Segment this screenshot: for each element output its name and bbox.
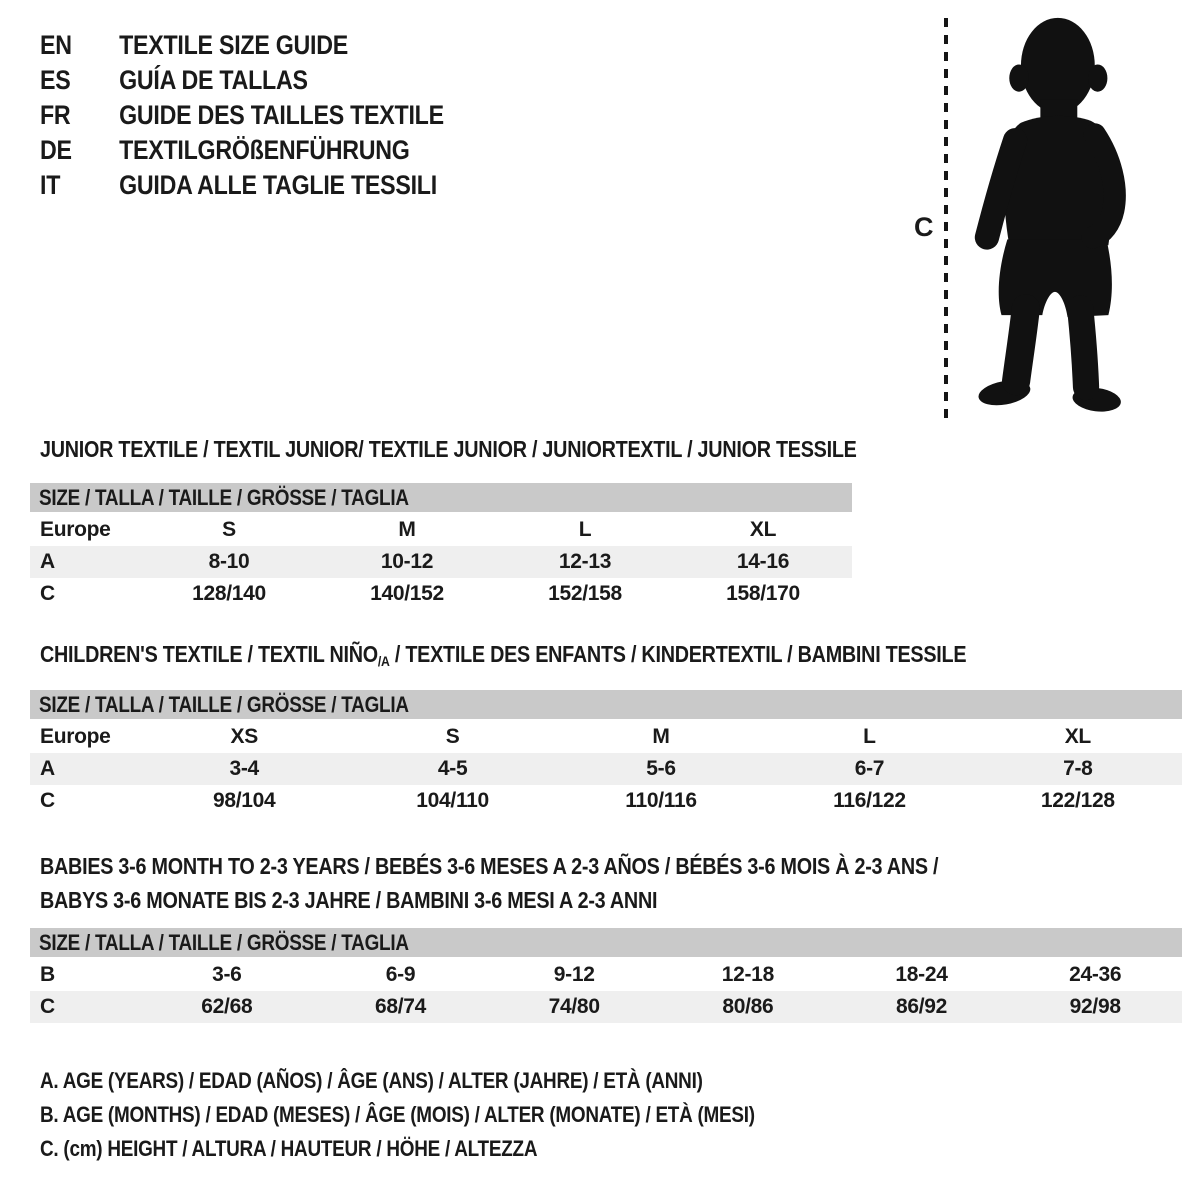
size-cell: S [222, 518, 236, 541]
row-label: C [40, 582, 55, 605]
size-cell: 140/152 [370, 582, 444, 605]
table-row [30, 514, 852, 546]
row-label: B [40, 963, 55, 986]
row-label: A [40, 757, 55, 780]
table-row [30, 578, 852, 610]
children-size-table [30, 690, 1182, 817]
children-title-pre: CHILDREN'S TEXTILE / TEXTIL NIÑO [40, 641, 378, 667]
size-header-label: SIZE / TALLA / TAILLE / GRÖSSE / TAGLIA [39, 484, 409, 510]
size-header-label: SIZE / TALLA / TAILLE / GRÖSSE / TAGLIA [39, 929, 409, 955]
size-cell: S [445, 725, 460, 748]
children-title-sub: /A [377, 653, 390, 670]
size-cell: 110/116 [625, 789, 697, 812]
language-code: EN [40, 30, 72, 60]
size-cell: 158/170 [726, 582, 800, 605]
row-label: C [40, 995, 55, 1018]
size-cell: 6-9 [385, 963, 416, 986]
language-code: ES [40, 65, 71, 95]
size-cell: 122/128 [1040, 789, 1115, 812]
language-title: GUIDE DES TAILLES TEXTILE [119, 100, 444, 130]
language-title: GUÍA DE TALLAS [119, 65, 308, 95]
size-cell: 128/140 [192, 582, 266, 605]
babies-section-title [40, 849, 1085, 917]
size-cell: 3-4 [229, 757, 259, 780]
size-cell: 8-10 [208, 550, 250, 573]
table-row [30, 991, 1182, 1023]
size-header-label: SIZE / TALLA / TAILLE / GRÖSSE / TAGLIA [39, 691, 409, 717]
note-height-cm: C. (cm) HEIGHT / ALTURA / HAUTEUR / HÖHE / ALTEZZA [40, 1136, 538, 1161]
size-cell: 92/98 [1069, 995, 1121, 1018]
size-cell: 24-36 [1069, 963, 1122, 986]
size-cell: 14-16 [736, 550, 790, 573]
children-table-header [30, 690, 1182, 719]
language-title: GUIDA ALLE TAGLIE TESSILI [119, 170, 437, 200]
babies-title-line-2: BABYS 3-6 MONATE BIS 2-3 JAHRE / BAMBINI 3-6 MESI A 2-3 ANNI [40, 887, 658, 913]
row-label: C [40, 789, 55, 812]
size-cell: L [863, 725, 876, 748]
size-cell: XL [749, 518, 777, 541]
language-title: TEXTILGRÖßENFÜHRUNG [119, 135, 410, 165]
size-cell: 80/86 [722, 995, 774, 1018]
height-measure-label: C [914, 212, 934, 242]
babies-size-table [30, 928, 1182, 1023]
size-cell: 116/122 [833, 789, 906, 812]
size-cell: 9-12 [553, 963, 595, 986]
row-label: Europe [40, 518, 111, 541]
size-cell: 10-12 [380, 550, 434, 573]
junior-size-table [30, 483, 852, 610]
junior-table-header [30, 483, 852, 512]
table-row [30, 753, 1182, 785]
babies-table-header [30, 928, 1182, 957]
size-cell: 62/68 [201, 995, 253, 1018]
row-label: A [40, 550, 55, 573]
row-label: Europe [40, 725, 111, 748]
language-code: IT [40, 170, 61, 200]
language-row [40, 98, 444, 133]
language-row [40, 28, 444, 63]
note-age-years: A. AGE (YEARS) / EDAD (AÑOS) / ÂGE (ANS) / ALTER (JAHRE) / ETÀ (ANNI) [40, 1068, 703, 1093]
size-cell: 3-6 [212, 963, 242, 986]
height-figure [900, 10, 1170, 435]
legend-notes [40, 1064, 871, 1166]
language-row [40, 63, 444, 98]
size-cell: M [652, 725, 670, 748]
table-row [30, 546, 852, 578]
size-cell: M [398, 518, 416, 541]
toddler-silhouette-icon [958, 14, 1148, 422]
size-cell: 68/74 [374, 995, 427, 1018]
size-cell: 7-8 [1063, 757, 1093, 780]
children-section-title [40, 641, 966, 670]
size-cell: 98/104 [212, 789, 276, 812]
size-cell: 74/80 [548, 995, 600, 1018]
size-cell: 12-18 [721, 963, 774, 986]
babies-title-line-1: BABIES 3-6 MONTH TO 2-3 YEARS / BEBÉS 3-6 MESES A 2-3 AÑOS / BÉBÉS 3-6 MOIS À 2-3 ANS / [40, 853, 939, 879]
size-cell: 5-6 [646, 757, 676, 780]
size-cell: XL [1064, 725, 1091, 748]
language-title: TEXTILE SIZE GUIDE [119, 30, 349, 60]
junior-section-title: JUNIOR TEXTILE / TEXTIL JUNIOR/ TEXTILE JUNIOR / JUNIORTEXTIL / JUNIOR TESSILE [40, 436, 857, 462]
table-row [30, 785, 1182, 817]
size-cell: 86/92 [895, 995, 948, 1018]
children-title-post: / TEXTILE DES ENFANTS / KINDERTEXTIL / BAMBINI TESSILE [389, 641, 967, 667]
language-row [40, 168, 444, 203]
height-measure-line [944, 18, 948, 420]
language-code: FR [40, 100, 71, 130]
table-row [30, 959, 1182, 991]
size-cell: 6-7 [854, 757, 885, 780]
size-cell: 12-13 [558, 550, 612, 573]
table-row [30, 721, 1182, 753]
size-cell: 104/110 [416, 789, 489, 812]
language-header [40, 28, 510, 203]
size-cell: XS [230, 725, 258, 748]
size-cell: 152/158 [548, 582, 622, 605]
language-row [40, 133, 444, 168]
size-cell: 4-5 [437, 757, 468, 780]
size-cell: 18-24 [895, 963, 948, 986]
note-age-months: B. AGE (MONTHS) / EDAD (MESES) / ÂGE (MOIS) / ALTER (MONATE) / ETÀ (MESI) [40, 1102, 755, 1127]
language-code: DE [40, 135, 72, 165]
size-cell: L [578, 518, 592, 541]
